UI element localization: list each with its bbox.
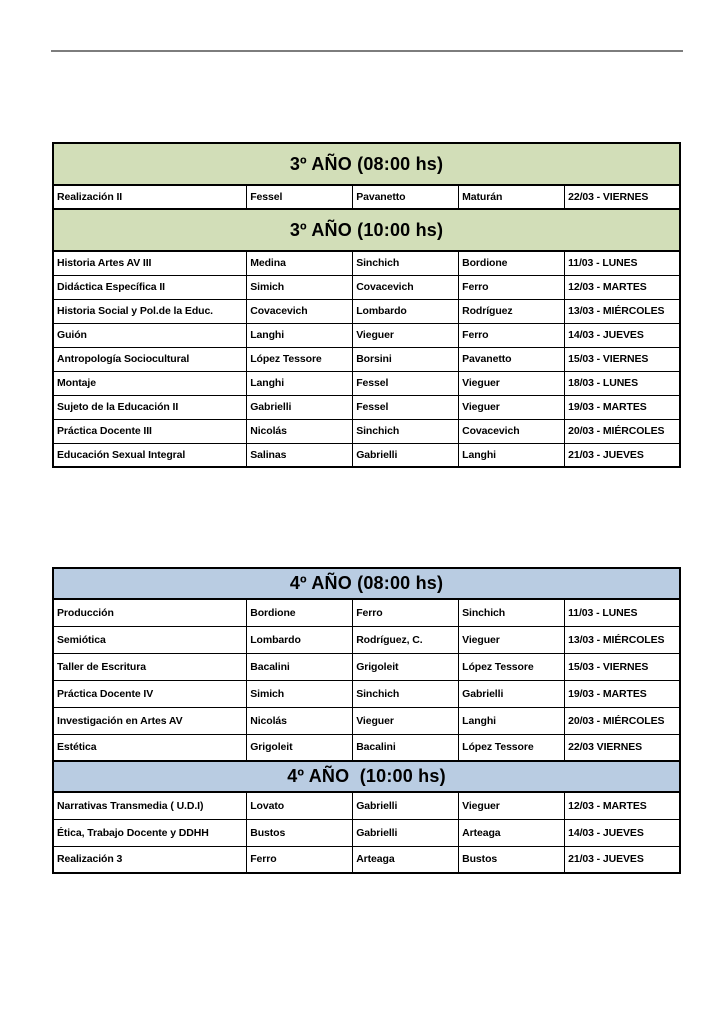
examiner-3-cell: Arteaga (459, 819, 565, 846)
examiner-1-cell: Lovato (247, 792, 353, 819)
table-row (53, 395, 680, 419)
table-row (53, 707, 680, 734)
date-cell: 12/03 - MARTES (565, 275, 680, 299)
examiner-3-cell: Ferro (459, 323, 565, 347)
examiner-1-cell: Ferro (247, 846, 353, 873)
date-cell: 15/03 - VIERNES (565, 347, 680, 371)
table-row (53, 819, 680, 846)
examiner-1-cell: Nicolás (247, 707, 353, 734)
table-row (53, 185, 680, 209)
date-cell: 15/03 - VIERNES (565, 653, 680, 680)
examiner-2-cell: Arteaga (353, 846, 459, 873)
date-cell: 20/03 - MIÉRCOLES (565, 419, 680, 443)
date-cell: 22/03 VIERNES (565, 734, 680, 761)
examiner-1-cell: Bordione (247, 599, 353, 626)
date-cell: 11/03 - LUNES (565, 599, 680, 626)
examiner-3-cell: Vieguer (459, 792, 565, 819)
examiner-2-cell: Ferro (353, 599, 459, 626)
examiner-3-cell: Covacevich (459, 419, 565, 443)
examiner-3-cell: Ferro (459, 275, 565, 299)
table-row (53, 443, 680, 467)
table-row (53, 299, 680, 323)
table-row (53, 599, 680, 626)
third-year-exam-table (52, 142, 681, 468)
examiner-1-cell: Bacalini (247, 653, 353, 680)
examiner-2-cell: Vieguer (353, 323, 459, 347)
examiner-3-cell: Langhi (459, 443, 565, 467)
examiner-1-cell: Simich (247, 275, 353, 299)
cuarto-anio-schedule (52, 567, 681, 874)
table-row (53, 323, 680, 347)
header-rule (51, 50, 683, 52)
examiner-2-cell: Covacevich (353, 275, 459, 299)
table-row (53, 347, 680, 371)
subject-cell: Práctica Docente III (53, 419, 247, 443)
section-title: 3º AÑO (08:00 hs) (53, 143, 680, 185)
examiner-3-cell: Gabrielli (459, 680, 565, 707)
subject-cell: Sujeto de la Educación II (53, 395, 247, 419)
examiner-2-cell: Gabrielli (353, 792, 459, 819)
examiner-1-cell: Langhi (247, 371, 353, 395)
examiner-1-cell: Lombardo (247, 626, 353, 653)
examiner-3-cell: Bordione (459, 251, 565, 275)
examiner-3-cell: Maturán (459, 185, 565, 209)
date-cell: 19/03 - MARTES (565, 680, 680, 707)
examiner-3-cell: Vieguer (459, 395, 565, 419)
section-header-row (53, 209, 680, 251)
examiner-2-cell: Rodríguez, C. (353, 626, 459, 653)
section-title: 4º AÑO (10:00 hs) (53, 761, 680, 792)
table-row (53, 846, 680, 873)
date-cell: 19/03 - MARTES (565, 395, 680, 419)
date-cell: 21/03 - JUEVES (565, 846, 680, 873)
subject-cell: Estética (53, 734, 247, 761)
examiner-2-cell: Gabrielli (353, 443, 459, 467)
subject-cell: Guión (53, 323, 247, 347)
examiner-2-cell: Fessel (353, 395, 459, 419)
examiner-3-cell: Bustos (459, 846, 565, 873)
examiner-2-cell: Borsini (353, 347, 459, 371)
table-row (53, 653, 680, 680)
subject-cell: Realización II (53, 185, 247, 209)
date-cell: 13/03 - MIÉRCOLES (565, 626, 680, 653)
examiner-1-cell: Fessel (247, 185, 353, 209)
examiner-2-cell: Vieguer (353, 707, 459, 734)
fourth-year-exam-table (52, 567, 681, 874)
examiner-2-cell: Sinchich (353, 251, 459, 275)
examiner-3-cell: Vieguer (459, 371, 565, 395)
subject-cell: Investigación en Artes AV (53, 707, 247, 734)
examiner-3-cell: López Tessore (459, 653, 565, 680)
table-row (53, 734, 680, 761)
date-cell: 18/03 - LUNES (565, 371, 680, 395)
table-row (53, 680, 680, 707)
subject-cell: Ética, Trabajo Docente y DDHH (53, 819, 247, 846)
examiner-3-cell: Vieguer (459, 626, 565, 653)
subject-cell: Práctica Docente IV (53, 680, 247, 707)
date-cell: 14/03 - JUEVES (565, 819, 680, 846)
section-header-row (53, 761, 680, 792)
examiner-1-cell: López Tessore (247, 347, 353, 371)
table-row (53, 275, 680, 299)
tercer-anio-schedule (52, 142, 681, 468)
section-title: 4º AÑO (08:00 hs) (53, 568, 680, 599)
examiner-1-cell: Salinas (247, 443, 353, 467)
examiner-2-cell: Pavanetto (353, 185, 459, 209)
examiner-3-cell: Langhi (459, 707, 565, 734)
examiner-1-cell: Covacevich (247, 299, 353, 323)
examiner-2-cell: Bacalini (353, 734, 459, 761)
table-row (53, 626, 680, 653)
section-title: 3º AÑO (10:00 hs) (53, 209, 680, 251)
examiner-2-cell: Fessel (353, 371, 459, 395)
examiner-1-cell: Langhi (247, 323, 353, 347)
subject-cell: Realización 3 (53, 846, 247, 873)
subject-cell: Semiótica (53, 626, 247, 653)
examiner-1-cell: Simich (247, 680, 353, 707)
examiner-1-cell: Grigoleit (247, 734, 353, 761)
examiner-3-cell: Rodríguez (459, 299, 565, 323)
section-header-row (53, 143, 680, 185)
date-cell: 20/03 - MIÉRCOLES (565, 707, 680, 734)
subject-cell: Didáctica Específica II (53, 275, 247, 299)
examiner-2-cell: Sinchich (353, 419, 459, 443)
table-row (53, 371, 680, 395)
examiner-2-cell: Grigoleit (353, 653, 459, 680)
table-row (53, 251, 680, 275)
subject-cell: Antropología Sociocultural (53, 347, 247, 371)
date-cell: 21/03 - JUEVES (565, 443, 680, 467)
examiner-3-cell: López Tessore (459, 734, 565, 761)
subject-cell: Narrativas Transmedia ( U.D.I) (53, 792, 247, 819)
examiner-2-cell: Lombardo (353, 299, 459, 323)
date-cell: 11/03 - LUNES (565, 251, 680, 275)
date-cell: 22/03 - VIERNES (565, 185, 680, 209)
examiner-1-cell: Medina (247, 251, 353, 275)
date-cell: 14/03 - JUEVES (565, 323, 680, 347)
subject-cell: Montaje (53, 371, 247, 395)
date-cell: 13/03 - MIÉRCOLES (565, 299, 680, 323)
examiner-3-cell: Pavanetto (459, 347, 565, 371)
subject-cell: Producción (53, 599, 247, 626)
examiner-1-cell: Bustos (247, 819, 353, 846)
examiner-1-cell: Gabrielli (247, 395, 353, 419)
subject-cell: Historia Social y Pol.de la Educ. (53, 299, 247, 323)
subject-cell: Historia Artes AV III (53, 251, 247, 275)
table-row (53, 419, 680, 443)
date-cell: 12/03 - MARTES (565, 792, 680, 819)
examiner-1-cell: Nicolás (247, 419, 353, 443)
examiner-3-cell: Sinchich (459, 599, 565, 626)
examiner-2-cell: Gabrielli (353, 819, 459, 846)
subject-cell: Taller de Escritura (53, 653, 247, 680)
section-header-row (53, 568, 680, 599)
examiner-2-cell: Sinchich (353, 680, 459, 707)
table-row (53, 792, 680, 819)
subject-cell: Educación Sexual Integral (53, 443, 247, 467)
